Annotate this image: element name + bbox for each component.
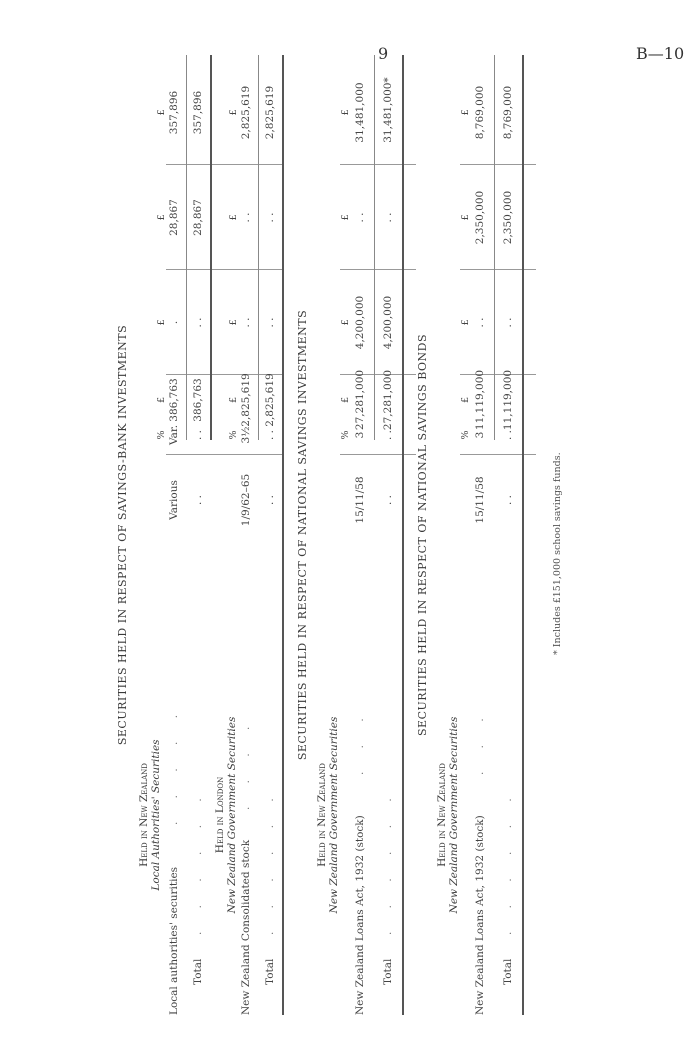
book-value: 8,769,000 bbox=[502, 85, 514, 140]
rate: 3 bbox=[474, 431, 486, 439]
col1-value: . . bbox=[502, 317, 514, 328]
col1-value: . . bbox=[264, 317, 276, 328]
footnote: * Includes £151,000 school savings funds. bbox=[552, 452, 563, 655]
unit-rate: % bbox=[228, 430, 239, 440]
face-value: 386,763 bbox=[192, 378, 204, 422]
group-category: New Zealand Government Securities bbox=[448, 716, 460, 914]
document-reference: B—10 bbox=[636, 44, 685, 63]
unit-rate: % bbox=[340, 430, 351, 440]
face-value: 11,119,000 bbox=[474, 369, 486, 431]
unit-col2: £ bbox=[156, 214, 167, 221]
maturity: Various bbox=[168, 480, 180, 520]
unit-col1: £ bbox=[228, 319, 239, 326]
units-row bbox=[340, 55, 354, 1015]
rate: Var. bbox=[168, 424, 180, 446]
maturity: 15/11/58 bbox=[354, 476, 366, 524]
face-value: 27,281,000 bbox=[382, 369, 394, 431]
rule bbox=[374, 55, 375, 440]
unit-col1: £ bbox=[460, 319, 471, 326]
rule bbox=[282, 55, 284, 1015]
row-description: Local authorities' securities bbox=[168, 866, 180, 1015]
col1-value: . . bbox=[192, 317, 204, 328]
section-title-savings-bank: SECURITIES HELD IN RESPECT OF SAVINGS-BANK INVESTMENTS bbox=[116, 324, 129, 746]
total-row bbox=[264, 55, 278, 1015]
table-row bbox=[168, 55, 182, 1015]
face-value: 2,825,619 bbox=[240, 373, 252, 427]
rule bbox=[210, 55, 212, 440]
leader-dots: . . . bbox=[354, 708, 366, 775]
group-category: New Zealand Government Securities bbox=[226, 716, 238, 914]
col1-value: . . bbox=[474, 317, 486, 328]
unit-col2: £ bbox=[228, 214, 239, 221]
leader-dots: . . . . . . bbox=[264, 788, 276, 935]
col1-value: 4,200,000 bbox=[382, 295, 394, 350]
unit-book: £ bbox=[460, 109, 471, 116]
maturity: 15/11/58 bbox=[474, 476, 486, 524]
col2-value: 2,350,000 bbox=[502, 190, 514, 245]
total-label: Total bbox=[502, 958, 514, 985]
leader-dots: . . . . . bbox=[168, 704, 180, 825]
row-description: New Zealand Loans Act, 1932 (stock) bbox=[474, 815, 486, 1015]
face-value: 2,825,619 bbox=[264, 373, 276, 427]
leader-dots: . . . . . . bbox=[192, 788, 204, 935]
col1-value: . . bbox=[240, 317, 252, 328]
table-row bbox=[354, 55, 368, 1015]
group-heading-held-in: Held in New Zealand bbox=[436, 763, 448, 867]
row-description: New Zealand Consolidated stock bbox=[240, 839, 252, 1015]
rule bbox=[402, 55, 404, 1015]
page-number: 9 bbox=[378, 44, 389, 63]
unit-col1: £ bbox=[340, 319, 351, 326]
leader-dots: . . . . bbox=[240, 716, 252, 810]
total-row bbox=[502, 55, 516, 1015]
unit-col2: £ bbox=[460, 214, 471, 221]
total-label: Total bbox=[264, 958, 276, 985]
face-value: 386,763 bbox=[168, 378, 180, 422]
total-row bbox=[192, 55, 206, 1015]
maturity: . . bbox=[382, 495, 394, 506]
rate: . . bbox=[192, 430, 204, 441]
col1-value: 4,200,000 bbox=[354, 295, 366, 350]
book-value: 357,896 bbox=[192, 90, 204, 135]
maturity: . . bbox=[264, 495, 276, 506]
col2-value: 2,350,000 bbox=[474, 190, 486, 245]
group-category: New Zealand Government Securities bbox=[328, 716, 340, 914]
rate: 3 bbox=[354, 431, 366, 439]
unit-book: £ bbox=[228, 109, 239, 116]
total-label: Total bbox=[192, 958, 204, 985]
book-value: 2,825,619 bbox=[240, 85, 252, 140]
maturity: . . bbox=[502, 495, 514, 506]
leader-dots: . . . . . . bbox=[382, 788, 394, 935]
group-category: Local Authorities' Securities bbox=[150, 739, 162, 891]
book-value: 357,896 bbox=[168, 90, 180, 135]
group-heading-held-in: Held in London bbox=[214, 776, 226, 854]
face-value: 11,119,000 bbox=[502, 369, 514, 431]
unit-book: £ bbox=[156, 109, 167, 116]
row-description: New Zealand Loans Act, 1932 (stock) bbox=[354, 815, 366, 1015]
group-heading-held-in: Held in New Zealand bbox=[138, 763, 150, 867]
unit-face: £ bbox=[156, 396, 167, 404]
total-label: Total bbox=[382, 958, 394, 985]
maturity: 1/9/62–65 bbox=[240, 473, 252, 527]
unit-rate: % bbox=[156, 430, 167, 440]
unit-col2: £ bbox=[340, 214, 351, 221]
group-heading-held-in: Held in New Zealand bbox=[316, 763, 328, 867]
book-value: 31,481,000* bbox=[382, 77, 394, 143]
book-value: 2,825,619 bbox=[264, 85, 276, 140]
col2-value: . . bbox=[264, 212, 276, 223]
unit-rate: % bbox=[460, 430, 471, 440]
unit-face: £ bbox=[460, 396, 471, 404]
section-title-national-savings-bonds: SECURITIES HELD IN RESPECT OF NATIONAL SAVINGS BONDS bbox=[416, 334, 429, 736]
rotated-document-body bbox=[110, 55, 700, 1015]
col2-value: 28,867 bbox=[168, 199, 180, 236]
unit-face: £ bbox=[228, 396, 239, 404]
unit-col1: £ bbox=[156, 319, 167, 326]
unit-book: £ bbox=[340, 109, 351, 116]
col2-value: 28,867 bbox=[192, 199, 204, 236]
col1-value: . bbox=[168, 320, 180, 325]
maturity: . . bbox=[192, 495, 204, 506]
leader-dots: . . . . . . bbox=[502, 788, 514, 935]
rule bbox=[494, 55, 495, 440]
leader-dots: . . . bbox=[474, 708, 486, 775]
col2-value: . . bbox=[240, 212, 252, 223]
rate: 3½ bbox=[240, 426, 252, 444]
rate: . . bbox=[502, 430, 514, 441]
rule bbox=[522, 55, 524, 1015]
unit-face: £ bbox=[340, 396, 351, 404]
face-value: 27,281,000 bbox=[354, 369, 366, 431]
rule bbox=[258, 55, 259, 440]
rule bbox=[186, 55, 187, 440]
table-row bbox=[474, 55, 488, 1015]
table-row bbox=[240, 55, 254, 1015]
rate: . . bbox=[264, 430, 276, 441]
section-title-national-savings-investments: SECURITIES HELD IN RESPECT OF NATIONAL SAVINGS INVESTMENTS bbox=[296, 309, 309, 761]
rate: . . bbox=[382, 430, 394, 441]
units-row bbox=[460, 55, 474, 1015]
col2-value: . . bbox=[354, 212, 366, 223]
book-value: 8,769,000 bbox=[474, 85, 486, 140]
total-row bbox=[382, 55, 396, 1015]
book-value: 31,481,000 bbox=[354, 82, 366, 143]
col2-value: . . bbox=[382, 212, 394, 223]
